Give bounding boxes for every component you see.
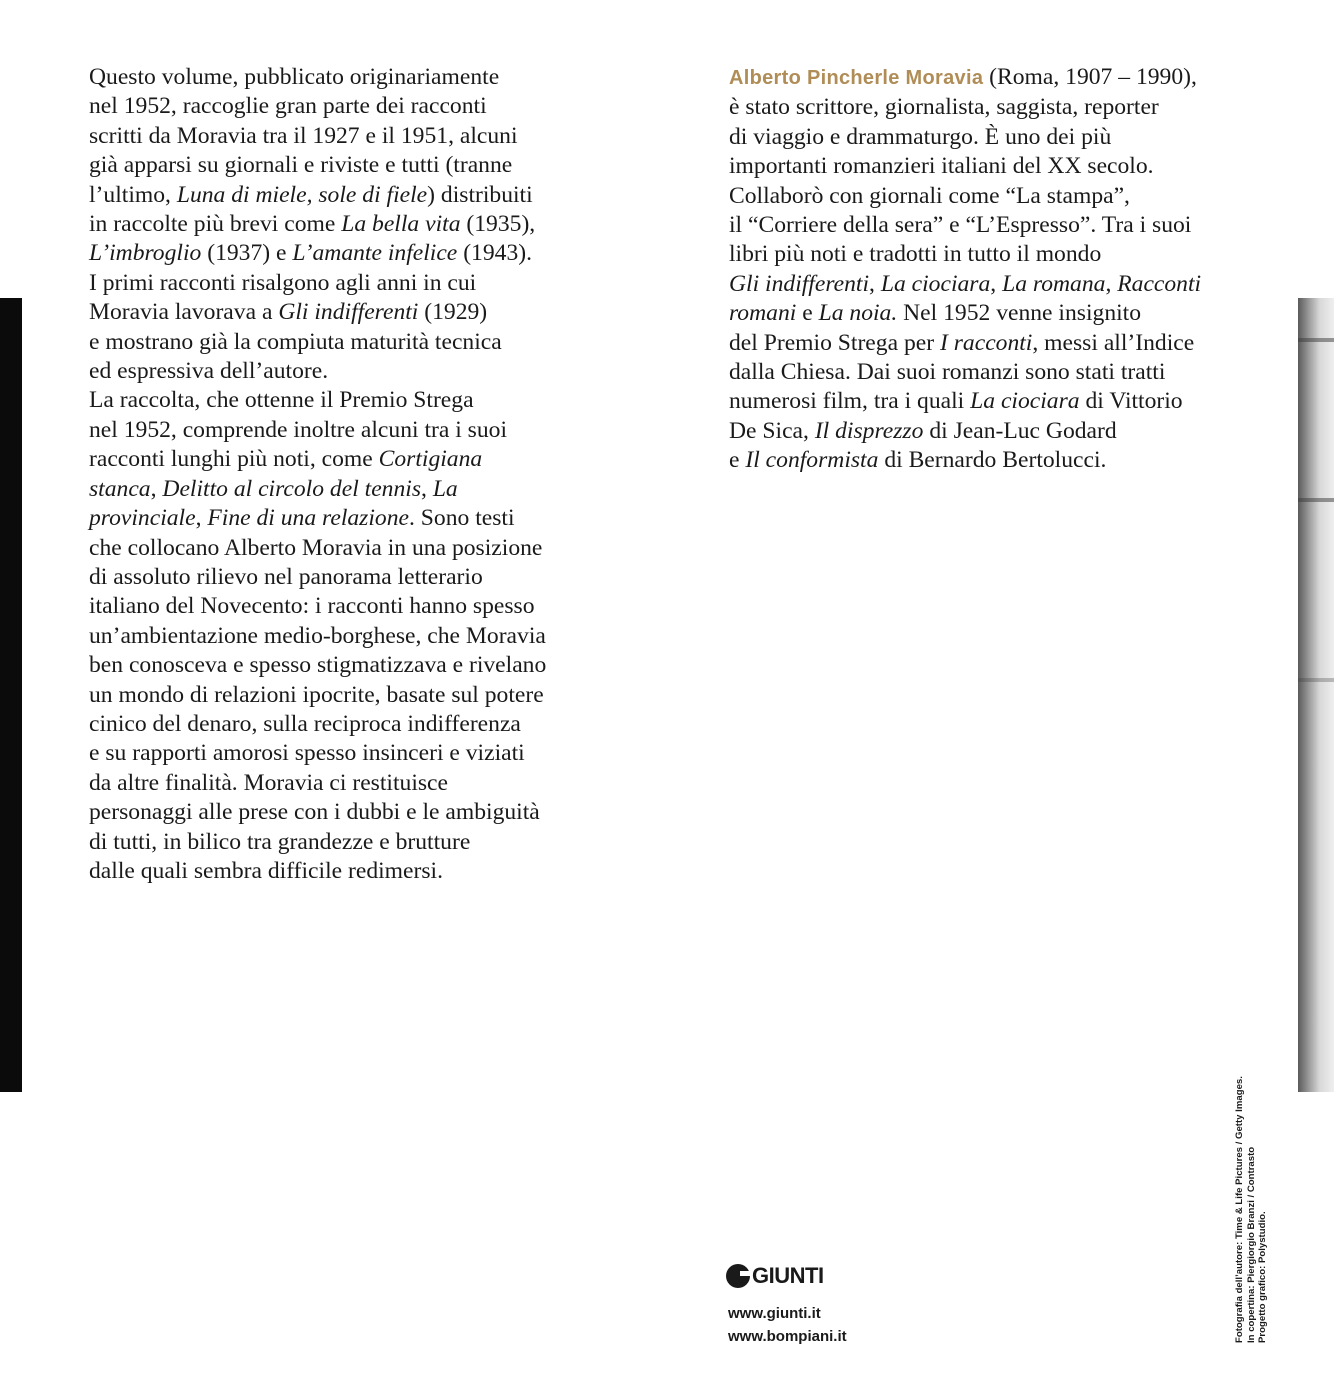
text-run: dalla Chiesa. Dai suoi romanzi sono stati tratti (729, 359, 1166, 386)
text-run: nel 1952, comprende inoltre alcuni tra i suoi (89, 416, 508, 443)
text-run: e mostrano già la compiuta maturità tecnica (89, 328, 502, 355)
giunti-g-icon (726, 1264, 750, 1288)
text-run: (1935), (460, 211, 536, 238)
italic-title: L’amante infelice (292, 240, 458, 267)
italic-title: Fine di una relazione (207, 505, 409, 532)
text-run: di Jean-Luc Godard (923, 417, 1117, 444)
text-run: un’ambientazione medio-borghese, che Moravia (89, 622, 546, 649)
text-line (89, 181, 594, 210)
text-run: Questo volume, pubblicato originariamente (89, 64, 500, 90)
text-line (89, 386, 594, 415)
text-run: e su rapporti amorosi spesso insinceri e viziati (89, 740, 525, 767)
italic-title: Cortigiana (378, 446, 483, 473)
text-run: del Premio Strega per (729, 329, 940, 356)
text-run: il “Corriere della sera” e “L’Espresso”. Tra i suoi (729, 212, 1192, 239)
italic-title: Racconti (1117, 270, 1202, 297)
text-run: Moravia lavorava a (89, 299, 279, 326)
author-bio-first-line (729, 63, 1234, 93)
text-line (89, 563, 594, 592)
text-line (89, 798, 594, 827)
photo-detail (1298, 498, 1334, 502)
text-run: ben conosceva e spesso stigmatizzava e rivelano (89, 652, 547, 679)
text-line (89, 651, 594, 680)
text-run: (1929) (418, 299, 488, 326)
text-run: racconti lunghi più noti, come (89, 446, 379, 473)
text-line (89, 328, 594, 357)
text-line (89, 504, 594, 533)
text-run: di Vittorio (1079, 388, 1183, 415)
text-line (89, 769, 594, 798)
text-line (89, 357, 594, 386)
text-run: ) distribuiti (427, 181, 533, 208)
text-run: (1943). (457, 240, 532, 267)
text-line (729, 329, 1234, 358)
italic-title: Il disprezzo (814, 417, 924, 444)
text-line (89, 592, 594, 621)
text-run: personaggi alle prese con i dubbi e le ambiguità (89, 799, 540, 826)
text-line (89, 828, 594, 857)
author-name: Alberto Pincherle Moravia (729, 67, 984, 89)
text-line (729, 270, 1234, 299)
text-run: italiano del Novecento: i racconti hanno spesso (89, 593, 535, 620)
text-line (729, 387, 1234, 416)
italic-title: La ciociara (880, 270, 991, 297)
italic-title: Gli indifferenti (729, 270, 870, 297)
text-line (89, 681, 594, 710)
italic-title: I racconti (939, 329, 1033, 356)
text-run: in raccolte più brevi come (89, 211, 342, 238)
text-run: è stato scrittore, giornalista, saggista, reporter (729, 94, 1159, 121)
text-line (729, 358, 1234, 387)
text-run: scritti da Moravia tra il 1927 e il 1951, alcuni (89, 122, 518, 149)
text-line (89, 239, 594, 268)
text-run: da altre finalità. Moravia ci restituisce (89, 769, 448, 796)
giunti-logo-text: GIUNTI (752, 1263, 824, 1288)
text-run: dalle quali sembra difficile redimersi. (89, 857, 443, 884)
photo-detail (1298, 338, 1334, 342)
text-run: già apparsi su giornali e riviste e tutti (tranne (89, 152, 513, 179)
italic-title: La romana (1002, 270, 1106, 297)
image-credits (1234, 1076, 1269, 1343)
italic-title: La noia. (818, 300, 898, 327)
italic-title: Il conformista (745, 447, 879, 474)
text-run: e (796, 300, 819, 327)
text-run: , (990, 270, 1003, 297)
text-line (89, 122, 594, 151)
text-run: Collaborò con giornali come “La stampa”, (729, 182, 1130, 209)
italic-title: La (432, 475, 458, 502)
synopsis-text (89, 63, 594, 886)
text-run: . Sono testi (408, 505, 515, 532)
text-line (89, 269, 594, 298)
left-edge-photo-strip (0, 298, 22, 1092)
text-run: ed espressiva dell’autore. (89, 358, 329, 385)
giunti-logo (726, 1262, 824, 1290)
italic-title: Delitto al circolo del tennis (162, 475, 422, 502)
text-line (89, 857, 594, 886)
text-line (729, 123, 1234, 152)
text-run: La raccolta, che ottenne il Premio Strega (89, 387, 474, 414)
text-run: un mondo di relazioni ipocrite, basate sul potere (89, 681, 544, 708)
text-line (729, 152, 1234, 181)
text-run: di viaggio e drammaturgo. È uno dei più (729, 123, 1112, 150)
text-line (89, 92, 594, 121)
text-run: , messi all’Indice (1032, 329, 1195, 356)
text-line (89, 622, 594, 651)
text-run: di tutti, in bilico tra grandezze e brutture (89, 828, 471, 855)
text-run: l’ultimo, (89, 181, 177, 208)
text-run: e (729, 447, 746, 474)
italic-title: La bella vita (341, 211, 461, 238)
text-run: (1937) e (201, 240, 293, 267)
text-run: , (150, 475, 163, 502)
italic-title: provinciale (89, 505, 196, 532)
text-run: di Bernardo Bertolucci. (878, 447, 1107, 474)
italic-title: Gli indifferenti (278, 299, 419, 326)
credit-design: Progetto grafico: Polystudio. (1257, 1211, 1268, 1343)
text-line (729, 211, 1234, 240)
italic-title: L’imbroglio (89, 240, 202, 267)
text-line (729, 240, 1234, 269)
text-line (89, 151, 594, 180)
text-line (729, 446, 1234, 475)
photo-detail (1298, 678, 1334, 682)
right-edge-photo-strip (1298, 298, 1334, 1092)
text-line (89, 710, 594, 739)
text-run: importanti romanzieri italiani del XX secolo. (729, 153, 1154, 180)
italic-title: stanca (89, 475, 151, 502)
text-line (89, 63, 594, 92)
text-run: , (869, 270, 881, 297)
text-line (729, 417, 1234, 446)
text-run: De Sica, (729, 417, 815, 444)
text-run: cinico del denaro, sulla reciproca indifferenza (89, 710, 521, 737)
bompiani-url[interactable]: www.bompiani.it (728, 1328, 847, 1345)
text-line (729, 93, 1234, 122)
giunti-url[interactable]: www.giunti.it (728, 1305, 821, 1322)
text-run: Nel 1952 venne insignito (897, 300, 1142, 327)
publisher-urls (728, 1302, 847, 1348)
text-line (89, 298, 594, 327)
text-run: , (421, 475, 433, 502)
italic-title: La ciociara (970, 388, 1080, 415)
text-run: libri più noti e tradotti in tutto il mondo (729, 241, 1102, 268)
text-line (729, 299, 1234, 328)
italic-title: Luna di miele, sole di fiele (176, 181, 428, 208)
author-dates: (Roma, 1907 – 1990), (983, 64, 1197, 90)
text-line (89, 739, 594, 768)
text-run: nel 1952, raccoglie gran parte dei racconti (89, 93, 487, 120)
text-line (89, 445, 594, 474)
text-line (89, 210, 594, 239)
text-run: di assoluto rilievo nel panorama letterario (89, 563, 483, 590)
text-run: , (1105, 270, 1118, 297)
credit-cover: In copertina: Piergiorgio Branzi / Contrasto (1245, 1146, 1257, 1343)
credit-author-photo: Fotografia dell’autore: Time & Life Pictures / Getty Images. (1234, 1076, 1245, 1343)
italic-title: romani (729, 300, 797, 327)
text-run: I primi racconti risalgono agli anni in cui (89, 269, 477, 296)
text-line (729, 182, 1234, 211)
text-run: , (195, 505, 208, 532)
text-run: che collocano Alberto Moravia in una posizione (89, 534, 543, 561)
text-run: numerosi film, tra i quali (729, 388, 971, 415)
text-line (89, 475, 594, 504)
text-line (89, 534, 594, 563)
text-line (89, 416, 594, 445)
author-bio (729, 63, 1234, 476)
